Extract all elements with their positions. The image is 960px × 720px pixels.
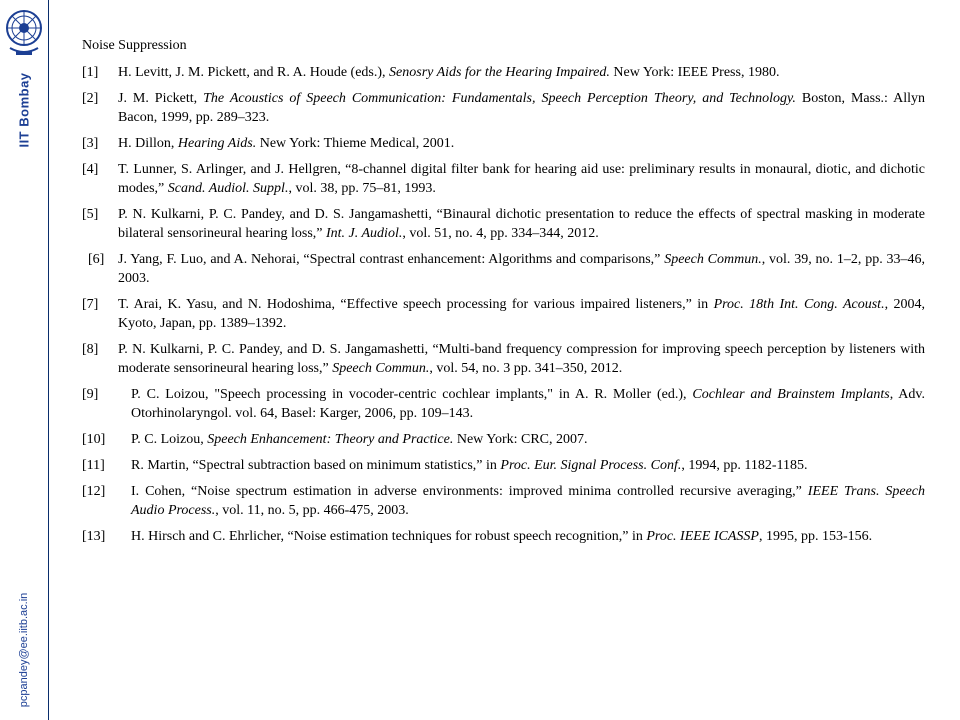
reference-number: [1] [82,65,99,80]
reference-item [82,527,925,546]
reference-list [82,63,925,546]
reference-text-segment: H. Hirsch and C. Ehrlicher, “Noise estimation techniques for robust speech recognition,” in [131,529,647,544]
reference-text [118,134,925,153]
reference-number: [3] [82,136,99,151]
reference-item [82,205,925,243]
reference-number: [8] [82,342,99,357]
reference-source-title: IEEE Trans. Speech Audio Process. [131,484,925,518]
reference-text-segment: R. Martin, “Spectral subtraction based on minimum statistics,” in [131,458,501,473]
reference-number: [11] [82,458,105,473]
reference-source-title: The Acoustics of Speech Communication: Fundamentals, Speech Perception Theory, and Technology. [203,91,796,106]
reference-text-segment: J. Yang, F. Luo, and A. Nehorai, “Spectral contrast enhancement: Algorithms and comparisons,” [118,252,665,267]
reference-text-segment: I. Cohen, “Noise spectrum estimation in adverse environments: improved minima controlled recursive averaging,” [131,484,808,499]
reference-number: [6] [88,252,105,267]
reference-text-segment: P. N. Kulkarni, P. C. Pandey, and D. S. Jangamashetti, “Binaural dichotic presentation to reduce the effects of spectral masking in moderate bilateral sensorineural hearing loss,” [118,207,925,241]
reference-number: [13] [82,529,106,544]
reference-item [82,134,925,153]
reference-text-segment: Boston, Mass.: Allyn Bacon, 1999, pp. 289–323. [118,91,925,125]
reference-source-title: Speech Enhancement: Theory and Practice. [207,432,454,447]
reference-source-title: Speech Commun. [664,252,762,267]
reference-number: [12] [82,484,106,499]
reference-text [118,89,925,127]
reference-text-segment: , vol. 11, no. 5, pp. 466-475, 2003. [215,503,409,518]
reference-source-title: Senosry Aids for the Hearing Impaired. [389,65,610,80]
reference-item [82,456,925,475]
reference-text [131,482,925,520]
reference-item [82,89,925,127]
reference-item [82,482,925,520]
reference-text [131,430,925,449]
reference-source-title: Hearing Aids. [177,136,257,151]
reference-text [118,340,925,378]
reference-text-segment: , 1994, pp. 1182-1185. [681,458,808,473]
reference-text-segment: P. C. Loizou, [131,432,208,447]
iit-bombay-logo-icon [4,6,44,58]
reference-number: [2] [82,91,99,106]
reference-text-segment: , Adv. Otorhinolaryngol. vol. 64, Basel: Karger, 2006, pp. 109–143. [131,387,925,421]
reference-text [118,295,925,333]
reference-text [131,527,925,546]
reference-text-segment: P. N. Kulkarni, P. C. Pandey, and D. S. Jangamashetti, “Multi-band frequency compression for improving speech perception by listeners with moderate sensorineural hearing loss,” [118,342,925,376]
reference-source-title: Proc. 18th Int. Cong. Acoust. [713,297,885,312]
reference-source-title: Proc. Eur. Signal Process. Conf. [500,458,682,473]
reference-text [118,205,925,243]
reference-source-title: Proc. IEEE ICASSP [646,529,759,544]
reference-number: [5] [82,207,99,222]
reference-item [82,430,925,449]
reference-item [82,295,925,333]
reference-number: [7] [82,297,99,312]
reference-text-segment: H. Levitt, J. M. Pickett, and R. A. Houde (eds.), [118,65,390,80]
reference-text-segment: , vol. 54, no. 3 pp. 341–350, 2012. [429,361,623,376]
reference-text-segment: P. C. Loizou, "Speech processing in vocoder-centric cochlear implants," in A. R. Moller (ed.), [131,387,693,402]
reference-text-segment: J. M. Pickett, [118,91,204,106]
reference-text-segment: , vol. 51, no. 4, pp. 334–344, 2012. [402,226,599,241]
reference-number: [10] [82,432,106,447]
reference-item [82,385,925,423]
reference-text [131,385,925,423]
slide-content [82,36,925,553]
reference-item [82,160,925,198]
reference-item [82,340,925,378]
reference-number: [4] [82,162,99,177]
reference-text-segment: , 2004, Kyoto, Japan, pp. 1389–1392. [118,297,925,331]
reference-item [82,250,925,288]
reference-text [118,63,925,82]
institution-name: IIT Bombay [16,72,32,148]
reference-text [118,160,925,198]
reference-source-title: Scand. Audiol. Suppl. [167,181,289,196]
reference-text-segment: , 1995, pp. 153-156. [758,529,873,544]
reference-text-segment: New York: Thieme Medical, 2001. [256,136,455,151]
reference-item [82,63,925,82]
slide-title: Noise Suppression [82,38,187,53]
reference-source-title: Cochlear and Brainstem Implants [692,387,890,402]
reference-text-segment: New York: CRC, 2007. [453,432,588,447]
reference-text [131,456,925,475]
reference-text-segment: T. Arai, K. Yasu, and N. Hodoshima, “Effective speech processing for various impaired listeners,” in [118,297,714,312]
reference-text-segment: , vol. 39, no. 1–2, pp. 33–46, 2003. [118,252,926,286]
reference-text-segment: H. Dillon, [118,136,178,151]
author-email: pcpandey@ee.iitb.ac.in [18,592,30,708]
reference-text-segment: T. Lunner, S. Arlinger, and J. Hellgren, “8-channel digital filter bank for hearing aid use: preliminary results in monaural, diotic, and dichotic modes,” [118,162,925,196]
reference-text [118,250,925,288]
reference-source-title: Int. J. Audiol. [325,226,403,241]
reference-text-segment: New York: IEEE Press, 1980. [609,65,780,80]
sidebar [0,0,49,720]
reference-number: [9] [82,387,99,402]
reference-text-segment: , vol. 38, pp. 75–81, 1993. [288,181,436,196]
reference-source-title: Speech Commun. [332,361,430,376]
